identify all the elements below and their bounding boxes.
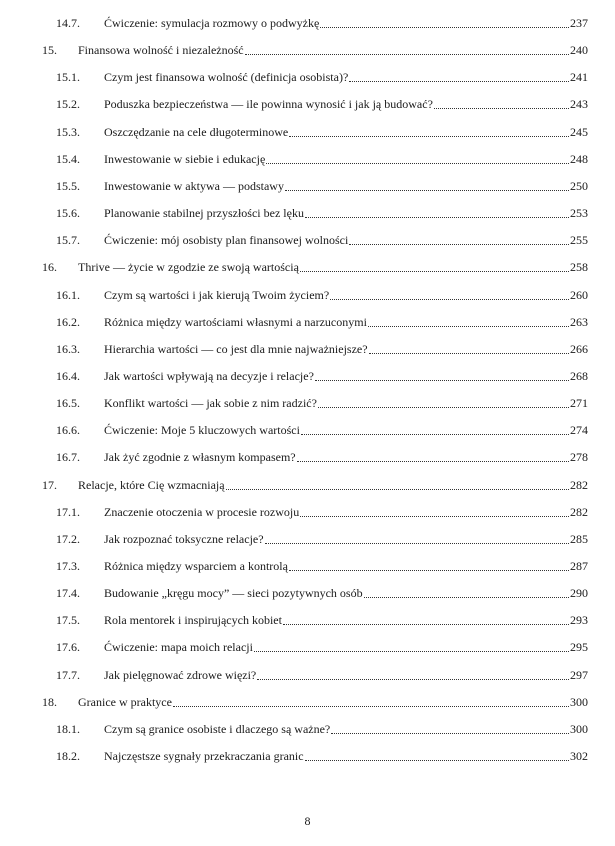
toc-subsection-entry[interactable] xyxy=(0,394,615,412)
dot-leader xyxy=(289,136,569,137)
dot-leader xyxy=(257,679,569,680)
dot-leader xyxy=(254,651,569,652)
dot-leader xyxy=(368,326,569,327)
toc-entry-number: 16.6. xyxy=(56,423,80,438)
toc-entry-line xyxy=(104,14,588,32)
toc-entry-page: 278 xyxy=(570,450,588,465)
dot-leader xyxy=(265,543,569,544)
toc-entry-number: 17.2. xyxy=(56,531,80,546)
toc-entry-title: Poduszka bezpieczeństwa — ile powinna wynosić i jak ją budować? xyxy=(104,97,433,112)
toc-subsection-entry[interactable] xyxy=(0,177,615,195)
toc-entry-number: 17.7. xyxy=(56,667,80,682)
toc-entry-number: 17.3. xyxy=(56,559,80,573)
toc-entry-number: 16.2. xyxy=(56,314,80,329)
dot-leader xyxy=(364,597,569,598)
dot-leader xyxy=(301,434,569,435)
toc-subsection-entry[interactable] xyxy=(0,204,615,222)
toc-entry-title: Różnica między wsparciem a kontrolą xyxy=(104,559,288,573)
dot-leader xyxy=(285,190,569,191)
toc-entry-line xyxy=(104,231,588,249)
toc-entry-title: Ćwiczenie: mój osobisty plan finansowej wolności xyxy=(104,233,349,248)
toc-entry-line xyxy=(104,95,588,113)
toc-subsection-entry[interactable] xyxy=(0,286,615,304)
toc-entry-line xyxy=(104,340,588,358)
toc-entry-number: 15.4. xyxy=(56,151,80,166)
toc-entry-number: 16. xyxy=(42,260,57,275)
toc-entry-page: 302 xyxy=(570,749,588,764)
toc-subsection-entry[interactable] xyxy=(0,14,615,32)
toc-entry-title: Hierarchia wartości — co jest dla mnie najważniejsze? xyxy=(104,341,368,356)
toc-entry-page: 237 xyxy=(570,16,588,30)
toc-subsection-entry[interactable] xyxy=(0,503,615,521)
dot-leader xyxy=(349,244,569,245)
toc-chapter-entry[interactable] xyxy=(0,476,615,494)
toc-entry-line xyxy=(104,421,588,439)
toc-entry-line xyxy=(104,123,588,141)
toc-entry-page: 245 xyxy=(570,124,588,139)
toc-entry-title: Thrive — życie w zgodzie ze swoją wartością xyxy=(78,260,299,275)
toc-entry-number: 17.1. xyxy=(56,504,80,519)
toc-entry-title: Budowanie „kręgu mocy” — sieci pozytywnych osób xyxy=(104,586,363,601)
toc-entry-page: 248 xyxy=(570,151,588,166)
toc-entry-number: 17.4. xyxy=(56,586,80,601)
toc-entry-page: 268 xyxy=(570,368,588,383)
toc-entry-page: 295 xyxy=(570,640,588,655)
toc-entry-page: 297 xyxy=(570,667,588,682)
toc-entry-title: Jak rozpoznać toksyczne relacje? xyxy=(104,531,264,546)
toc-entry-title: Jak żyć zgodnie z własnym kompasem? xyxy=(104,450,296,465)
toc-subsection-entry[interactable] xyxy=(0,95,615,113)
toc-entry-line xyxy=(104,557,588,575)
toc-subsection-entry[interactable] xyxy=(0,367,615,385)
toc-entry-page: 241 xyxy=(570,70,588,85)
toc-subsection-entry[interactable] xyxy=(0,611,615,629)
toc-entry-title: Jak wartości wpływają na decyzje i relacje? xyxy=(104,368,314,383)
toc-subsection-entry[interactable] xyxy=(0,747,615,765)
toc-entry-page: 274 xyxy=(570,423,588,438)
toc-entry-number: 18.2. xyxy=(56,749,80,764)
toc-entry-title: Czym jest finansowa wolność (definicja osobista)? xyxy=(104,70,349,85)
toc-entry-page: 258 xyxy=(570,260,588,275)
toc-entry-number: 18. xyxy=(42,694,57,709)
toc-entry-title: Czym są granice osobiste i dlaczego są ważne? xyxy=(104,721,331,736)
toc-entry-number: 16.3. xyxy=(56,341,80,356)
toc-entry-page: 250 xyxy=(570,178,588,193)
toc-entry-title: Ćwiczenie: symulacja rozmowy o podwyżkę xyxy=(104,16,320,30)
toc-entry-line xyxy=(104,286,588,304)
dot-leader xyxy=(305,217,569,218)
dot-leader xyxy=(297,461,569,462)
toc-entry-title: Oszczędzanie na cele długoterminowe xyxy=(104,124,289,139)
toc-entry-line xyxy=(78,693,588,711)
toc-entry-line xyxy=(78,476,588,494)
toc-entry-title: Ćwiczenie: mapa moich relacji xyxy=(104,640,253,655)
toc-subsection-entry[interactable] xyxy=(0,666,615,684)
dot-leader xyxy=(305,760,569,761)
toc-entry-number: 17.5. xyxy=(56,613,80,628)
toc-entry-number: 15.2. xyxy=(56,97,80,112)
toc-entry-title: Planowanie stabilnej przyszłości bez lęku xyxy=(104,206,304,221)
toc-chapter-entry[interactable] xyxy=(0,41,615,59)
toc-entry-title: Czym są wartości i jak kierują Twoim życiem? xyxy=(104,287,330,302)
dot-leader xyxy=(369,353,569,354)
toc-entry-line xyxy=(78,258,588,276)
toc-entry-title: Najczęstsze sygnały przekraczania granic xyxy=(104,749,304,764)
toc-entry-line xyxy=(104,367,588,385)
toc-entry-number: 17.6. xyxy=(56,640,80,655)
toc-entry-line xyxy=(104,503,588,521)
toc-subsection-entry[interactable] xyxy=(0,123,615,141)
dot-leader xyxy=(300,516,569,517)
toc-subsection-entry[interactable] xyxy=(0,150,615,168)
toc-entry-title: Rola mentorek i inspirujących kobiet xyxy=(104,613,282,628)
toc-entry-title: Inwestowanie w siebie i edukację xyxy=(104,151,266,166)
toc-entry-title: Ćwiczenie: Moje 5 kluczowych wartości xyxy=(104,423,300,438)
toc-entry-title: Różnica między wartościami własnymi a narzuconymi xyxy=(104,314,367,329)
toc-entry-line xyxy=(104,150,588,168)
toc-subsection-entry[interactable] xyxy=(0,421,615,439)
dot-leader xyxy=(320,27,569,28)
toc-entry-page: 282 xyxy=(570,504,588,519)
dot-leader xyxy=(300,271,569,272)
toc-entry-line xyxy=(104,747,588,765)
toc-subsection-entry[interactable] xyxy=(0,557,615,575)
toc-entry-title: Granice w praktyce xyxy=(78,694,172,709)
dot-leader xyxy=(318,407,569,408)
dot-leader xyxy=(315,380,569,381)
toc-entry-number: 16.7. xyxy=(56,450,80,465)
toc-subsection-entry[interactable] xyxy=(0,584,615,602)
toc-entry-line xyxy=(104,68,588,86)
toc-entry-number: 15.1. xyxy=(56,70,80,85)
toc-entry-number: 17. xyxy=(42,477,57,492)
toc-entry-line xyxy=(78,41,588,59)
toc-entry-number: 15. xyxy=(42,43,57,58)
toc-entry-number: 15.6. xyxy=(56,206,80,221)
toc-entry-page: 243 xyxy=(570,97,588,112)
toc-entry-number: 16.5. xyxy=(56,396,80,411)
page-number: 8 xyxy=(304,814,311,828)
toc-entry-page: 282 xyxy=(570,477,588,492)
toc-entry-number: 16.4. xyxy=(56,368,80,383)
toc-chapter-entry[interactable] xyxy=(0,258,615,276)
toc-entry-page: 300 xyxy=(570,694,588,709)
dot-leader xyxy=(245,54,569,55)
toc-entry-line xyxy=(104,394,588,412)
toc-entry-page: 266 xyxy=(570,341,588,356)
toc-entry-number: 14.7. xyxy=(56,16,80,30)
dot-leader xyxy=(434,108,569,109)
toc-entry-number: 18.1. xyxy=(56,721,80,736)
dot-leader xyxy=(330,299,569,300)
toc-entry-page: 255 xyxy=(570,233,588,248)
toc-entry-line xyxy=(104,584,588,602)
toc-entry-title: Konflikt wartości — jak sobie z nim radzić? xyxy=(104,396,317,411)
toc-entry-page: 287 xyxy=(570,559,588,573)
toc-entry-page: 300 xyxy=(570,721,588,736)
dot-leader xyxy=(289,570,569,571)
toc-entry-number: 15.5. xyxy=(56,178,80,193)
toc-entry-page: 260 xyxy=(570,287,588,302)
dot-leader xyxy=(283,624,569,625)
toc-entry-number: 16.1. xyxy=(56,287,80,302)
toc-subsection-entry[interactable] xyxy=(0,340,615,358)
toc-entry-line xyxy=(104,666,588,684)
toc-entry-title: Znaczenie otoczenia w procesie rozwoju xyxy=(104,504,300,519)
toc-subsection-entry[interactable] xyxy=(0,231,615,249)
toc-subsection-entry[interactable] xyxy=(0,720,615,738)
toc-entry-page: 253 xyxy=(570,206,588,221)
toc-entry-page: 290 xyxy=(570,586,588,601)
toc-subsection-entry[interactable] xyxy=(0,313,615,331)
toc-entry-page: 271 xyxy=(570,396,588,411)
toc-entry-number: 15.7. xyxy=(56,233,80,248)
toc-subsection-entry[interactable] xyxy=(0,68,615,86)
toc-entry-number: 15.3. xyxy=(56,124,80,139)
toc-entry-title: Inwestowanie w aktywa — podstawy xyxy=(104,178,284,193)
toc-chapter-entry[interactable] xyxy=(0,693,615,711)
toc-subsection-entry[interactable] xyxy=(0,530,615,548)
toc-entry-page: 293 xyxy=(570,613,588,628)
toc-entry-title: Finansowa wolność i niezależność xyxy=(78,43,244,58)
toc-entry-line xyxy=(104,530,588,548)
dot-leader xyxy=(173,706,569,707)
toc-entry-line xyxy=(104,204,588,222)
toc-entry-line xyxy=(104,448,588,466)
toc-entry-page: 240 xyxy=(570,43,588,58)
dot-leader xyxy=(331,733,569,734)
toc-entry-page: 263 xyxy=(570,314,588,329)
toc-entry-page: 285 xyxy=(570,531,588,546)
toc-entry-line xyxy=(104,611,588,629)
toc-entry-line xyxy=(104,177,588,195)
dot-leader xyxy=(226,489,569,490)
toc-entry-line xyxy=(104,313,588,331)
toc-entry-line xyxy=(104,720,588,738)
toc-entry-title: Relacje, które Cię wzmacniają xyxy=(78,477,225,492)
dot-leader xyxy=(266,163,569,164)
toc-subsection-entry[interactable] xyxy=(0,638,615,656)
toc-subsection-entry[interactable] xyxy=(0,448,615,466)
toc-entry-title: Jak pielęgnować zdrowe więzi? xyxy=(104,667,257,682)
toc-entry-line xyxy=(104,638,588,656)
dot-leader xyxy=(349,81,569,82)
